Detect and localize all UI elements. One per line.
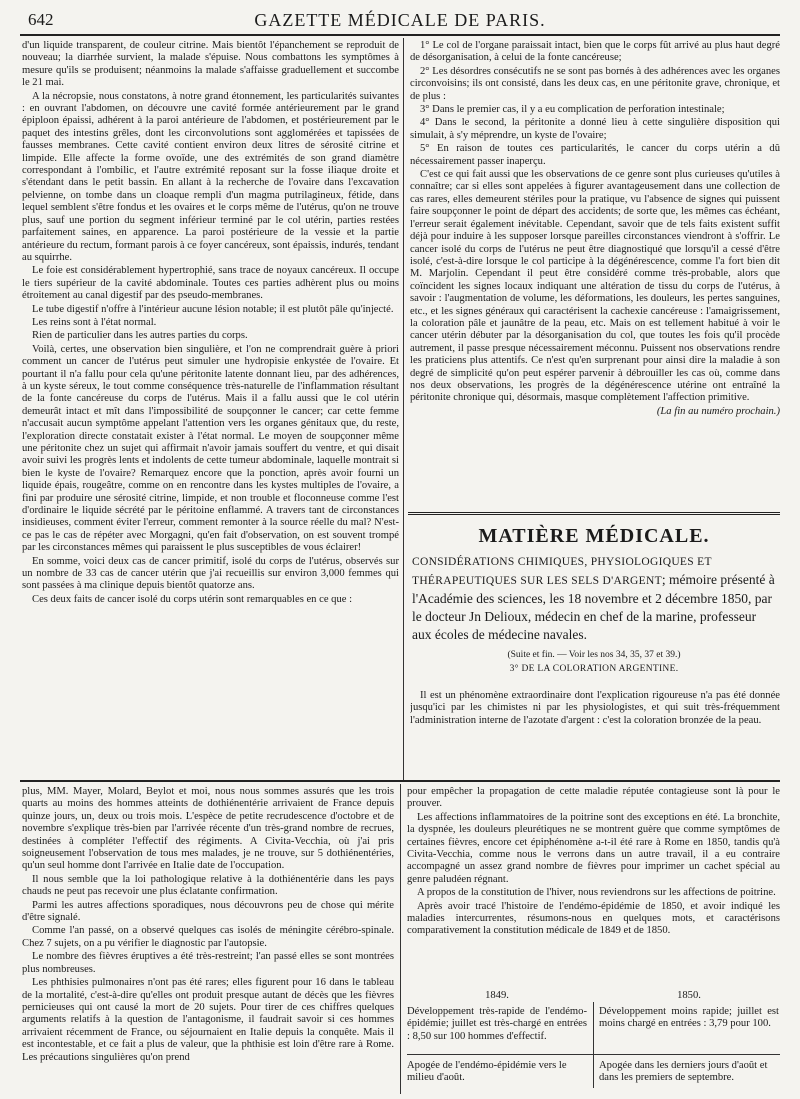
list-item: 2° Les désordres consécutifs ne se sont pas bornés à des adhérences avec les organes circonvoisins; ils ont consisté, dans les deux cas, en une péritonite grave, chronique, et de plus : [410, 65, 780, 102]
paragraph: A la nécropsie, nous constatons, à notre grand étonnement, les particularités suivantes : en ouvrant l'abdomen, on découvre une cavité formée antérieurement par le grand épiploon épaissi, adhérent à la paroi antérieure de l'abdomen, et postérieurement par le paquet des intestins grêles, dont les circonvolutions sont agglomérées et tapissées de fausses membranes. Cette cavité contient environ deux litres de sérosité citrine et limpide. Elle affecte la forme ovoïde, une des extrémités de son grand diamètre correspondant à l'ombilic, et l'autre extrémité reposant sur la fosse iliaque droite et s'étendant dans le petit bassin. En allant à la recherche de l'ovaire dans l'excavation pelvienne, on tombe dans un cloaque rempli d'un magma putrilagineux, fétide, dans lequel semblent s'être fondus et les ovaires et le corps même de l'utérus, qu'on ne trouve plus, sauf une portion du segment inférieur terminé par le col utérin, parties restées parfaitement saines, en apparence. La paroi postérieure de la vessie et la partie antérieure du rectum, formant parois à ce foyer cancéreux, sont épaissis, indurés, tendant au squirrhe. [22, 90, 399, 263]
list-item: 1° Le col de l'organe paraissait intact, bien que le corps fût arrivé au plus haut degré de désorganisation, à celui de la fonte cancéreuse; [410, 40, 780, 64]
year-1850: 1850. [677, 990, 701, 1001]
page-header [20, 8, 780, 36]
materia-body [410, 690, 780, 776]
list-item: 4° Dans le second, la péritonite a donné lieu à cette singulière disposition qui simulait, à s'y méprendre, un kyste de l'ovaire; [410, 117, 780, 141]
horizontal-divider [20, 780, 780, 782]
paragraph: Il est un phénomène extraordinaire dont l'explication rigoureuse n'a pas été donnée jusqu'ici par les chimistes ni par les physiologistes, et qui suit très-fréquemment l'administration interne de l'azotate d'argent : c'est la coloration bronzée de la peau. [410, 690, 780, 726]
list-item: 5° En raison de toutes ces particularités, le cancer du corps utérin a dû nécessairement passer inaperçu. [410, 143, 780, 167]
development-1849: Développement très-rapide de l'endémo-épidémie; juillet est très-chargé en entrées : 8,50 sur 100 hommes d'effectif. [407, 1006, 587, 1042]
paragraph: Le foie est considérablement hypertrophié, sans trace de noyaux cancéreux. Il occupe le tiers supérieur de la cavité abdominale. Toutes ces parties adhèrent plus ou moins étroitement au canal digestif par des pseudo-membranes. [22, 265, 399, 302]
paragraph: d'un liquide transparent, de couleur citrine. Mais bientôt l'épanchement se reproduit de nouveau; la diarrhée survient, la malade s'épuise. Nous combattons les symptômes à mesure qu'ils se produisent; néanmoins la malade s'affaisse graduellement et succombe le 21 mai. [22, 40, 399, 89]
paragraph: Après avoir tracé l'histoire de l'endémo-épidémie de 1850, et avoir indiqué les maladies intercurrentes, résumons-nous en quelques mots, et caractérisons comparativement la constitution médicale de 1849 et de 1850. [407, 900, 780, 937]
subtitle-rest: ; mémoire présenté à l'Académie des sciences, les 18 novembre et 2 décembre 1850, par le docteur Jn Delioux, médecin en chef de la marine, professeur aux écoles de médecine navales. [412, 572, 775, 642]
paragraph: Parmi les autres affections sporadiques, nous découvrons peu de chose qui mérite d'être signalé. [22, 899, 394, 924]
article-subtitle [408, 552, 780, 644]
list-item: 3° Dans le premier cas, il y a eu complication de perforation intestinale; [420, 104, 725, 116]
paragraph: Les phthisies pulmonaires n'ont pas été rares; elles figurent pour 16 dans le tableau de la mortalité, c'est-à-dire qu'elles ont produit presque autant de décès que les fièvres pernicieuses qui ont causé la mort de 20 sujets. Pour tirer de ces chiffres quelques arguments relatifs à la question de l'antagonisme, il faudrait savoir si ces hommes arrivaient récemment de France, ou séjournaient en Italie depuis la conquête. Mais il est incontestable, et ce fait a plus de valeur, que la phthisie est loin d'être rare à Rome. Les précautions singulières qu'on prend [22, 977, 394, 1063]
paragraph: C'est ce qui fait aussi que les observations de ce genre sont plus curieuses qu'utiles à connaître; car si elles sont appelées à figurer avantageusement dans une collection de cas rares, elles demeurent stériles pour la pratique, vu l'absence de signes qui puissent faire soupçonner le point de départ des accidents; de sorte que, les mêmes cas échéant, l'erreur serait également inévitable. Cependant, savoir que de tels faits existent suffit déjà pour induire à les supposer lorsque pareilles circonstances viendront à s'offrir. Le cancer isolé du corps de l'utérus ne peut être diagnostiqué que lorsqu'il a cessé d'être isolé, c'est-à-dire lorsque le col participe à la dégénérescence, comme l'a fort bien dit M. Marjolin. Cependant il peut être considéré comme très-probable, alors que coïncident les signes locaux indiquant une altération de tissu du corps de l'utérus, à savoir : l'augmentation de volume, les déformations, les douleurs, les pertes sanguines, etc., et les signes généraux qui caractérisent la cachexie cancéreuse : l'amaigrissement, la coloration pâle et jaunâtre de la peau, etc. Mais on est tellement habitué à voir le cancer utérin débuter par la désorganisation du col, que toutes les fois qu'il procède autrement, il passe presque nécessairement méconnu. Puissent nos observations rendre les praticiens plus attentifs. Ce n'est qu'en surprenant pour ainsi dire la maladie à son degré de simplicité qu'on peut espérer parvenir à débrouiller les cas où, comme dans nos deux observations, les progrès de la dégénérescence utérine ont entraîné la péritonite chronique qui, désormais, masque complètement l'affection primitive. [410, 169, 780, 404]
suite-note: (Suite et fin. — Voir les nos 34, 35, 37 et 39.) [507, 650, 681, 660]
paragraph: pour empêcher la propagation de cette maladie réputée contagieuse sont là pour le prouver. [407, 786, 780, 810]
upper-right-column [410, 40, 780, 506]
column-divider [403, 38, 404, 780]
lower-right-column [407, 786, 780, 986]
paragraph: Les reins sont à l'état normal. [32, 316, 157, 328]
paragraph: Il nous semble que la loi pathologique relative à la dothiénentérie dans les pays chauds ne peut pas recevoir une plus éclatante confirmation. [22, 873, 394, 898]
paragraph: Voilà, certes, une observation bien singulière, et l'on ne comprendrait guère à priori comment un cancer de l'utérus peut simuler une hydropisie enkystée de l'ovaire. Et pourtant il n'a fallu pour cela qu'une péritonite latente donnant lieu, par des adhérences, à un kyste séreux, le tout comme conséquence très-naturelle de l'inflammation résultant de la fonte cancéreuse du corps de l'utérus. Mais il a fallu aussi que le col utérin demeurât intact et mît dans l'impossibilité de soupçonner le cancer; car cette femme n'accusait aucun symptôme appelant l'attention vers les organes génitaux que, du reste, l'exploration directe constatait exister à l'état normal. Le moyen de soupçonner même une péritonite chez un sujet qui affirmait n'avoir jamais souffert du ventre, et qui disait avoir suivi les progrès lents et indolents de cette tumeur abdominale, laquelle montrait si bien le kyste de l'ovaire? Remarquez encore que la ponction, après avoir fourni un liquide épais, rougeâtre, comme on en rencontre dans les kystes multiples de l'ovaire, a fini par produire une sérosité citrine, limpide, et non trouble et floconneuse comme l'est d'ordinaire le liquide sécrété par le péritoine enflammé. A travers tant de circonstances insidieuses, comment éviter l'erreur, comment remonter à la source réelle du mal? N'est-ce pas le cas de répéter avec Morgagni, qu'en fait d'observation, on est souvent trompé par les circonstances mêmes qui paraissent le plus susceptibles de vous éclairer! [22, 343, 399, 554]
column-divider [400, 784, 401, 1094]
comparison-table [407, 990, 780, 1094]
paragraph: Comme l'an passé, on a observé quelques cas isolés de méningite cérébro-spinale. Chez 7 sujets, on a pu vérifier le diagnostic par l'autopsie. [22, 925, 394, 949]
paragraph: Les affections inflammatoires de la poitrine sont des exceptions en été. La bronchite, la dyspnée, les douleurs pleurétiques ne se montrent guère que comme symptômes de certaines fièvres, encore cet épiphénomène a-t-il été rare à Rome en 1850, tandis qu'à Civita-Vecchia, comme nous le verrons dans un autre travail, il a eu contraire accompagné un assez grand nombre de fièvres pour imprimer un cachet spécial au genre paludéen régnant. [407, 811, 780, 885]
page-number: 642 [28, 10, 54, 29]
materia-medica-heading [408, 512, 780, 691]
lower-left-column [22, 786, 394, 1094]
apogee-1849: Apogée de l'endémo-épidémie vers le milieu d'août. [407, 1060, 567, 1084]
subtitle-caps: CONSIDÉRATIONS CHIMIQUES, PHYSIOLOGIQUES ET THÉRAPEUTIQUES SUR LES SELS D'ARGENT [412, 556, 712, 587]
paragraph: plus, MM. Mayer, Molard, Beylot et moi, nous nous sommes assurés que les trois quarts au moins des hommes atteints de dothiénentérie arrivaient de France depuis quinze jours, un, deux ou trois mois. L'espèce de petite recrudescence d'octobre et de novembre s'explique très-bien par l'arrivée récente d'un très-grand nombre de recrues, destinées à compléter l'effectif des régiments. A Civita-Vecchia, où j'ai pris soigneusement l'observation de tous mes malades, je ne trouve, sur 5 dothiénentéries, qu'un seul homme dont l'arrivée en Italie date de l'occupation. [22, 786, 394, 872]
journal-title: GAZETTE MÉDICALE DE PARIS. [254, 10, 546, 30]
paragraph: Ces deux faits de cancer isolé du corps utérin sont remarquables en ce que : [32, 593, 353, 605]
paragraph: Le tube digestif n'offre à l'intérieur aucune lésion notable; il est plutôt pâle qu'injecté. [32, 303, 394, 315]
paragraph: En somme, voici deux cas de cancer primitif, isolé du corps de l'utérus, observés sur un nombre de 33 cas de cancer utérin que j'ai recueillis sur environ 3,000 femmes qui sont passées à ma clinique depuis bientôt quatorze ans. [22, 555, 399, 592]
paragraph: Rien de particulier dans les autres parties du corps. [32, 330, 248, 342]
paragraph: Le nombre des fièvres éruptives a été très-restreint; l'an passé elles se sont montrées plus nombreuses. [22, 951, 394, 975]
upper-left-column [22, 40, 399, 775]
year-1849: 1849. [485, 990, 509, 1001]
table-row-divider [407, 1054, 780, 1055]
development-1850: Développement moins rapide; juillet est moins chargé en entrées : 3,79 pour 100. [599, 1006, 779, 1030]
continuation-note: (La fin au numéro prochain.) [656, 405, 780, 417]
table-divider [593, 1002, 594, 1088]
apogee-1850: Apogée dans les derniers jours d'août et dans les premiers de septembre. [599, 1060, 768, 1084]
paragraph: A propos de la constitution de l'hiver, nous reviendrons sur les affections de poitrine. [417, 887, 776, 899]
subsection-title: 3° DE LA COLORATION ARGENTINE. [509, 664, 679, 674]
section-title: MATIÈRE MÉDICALE. [478, 525, 710, 547]
